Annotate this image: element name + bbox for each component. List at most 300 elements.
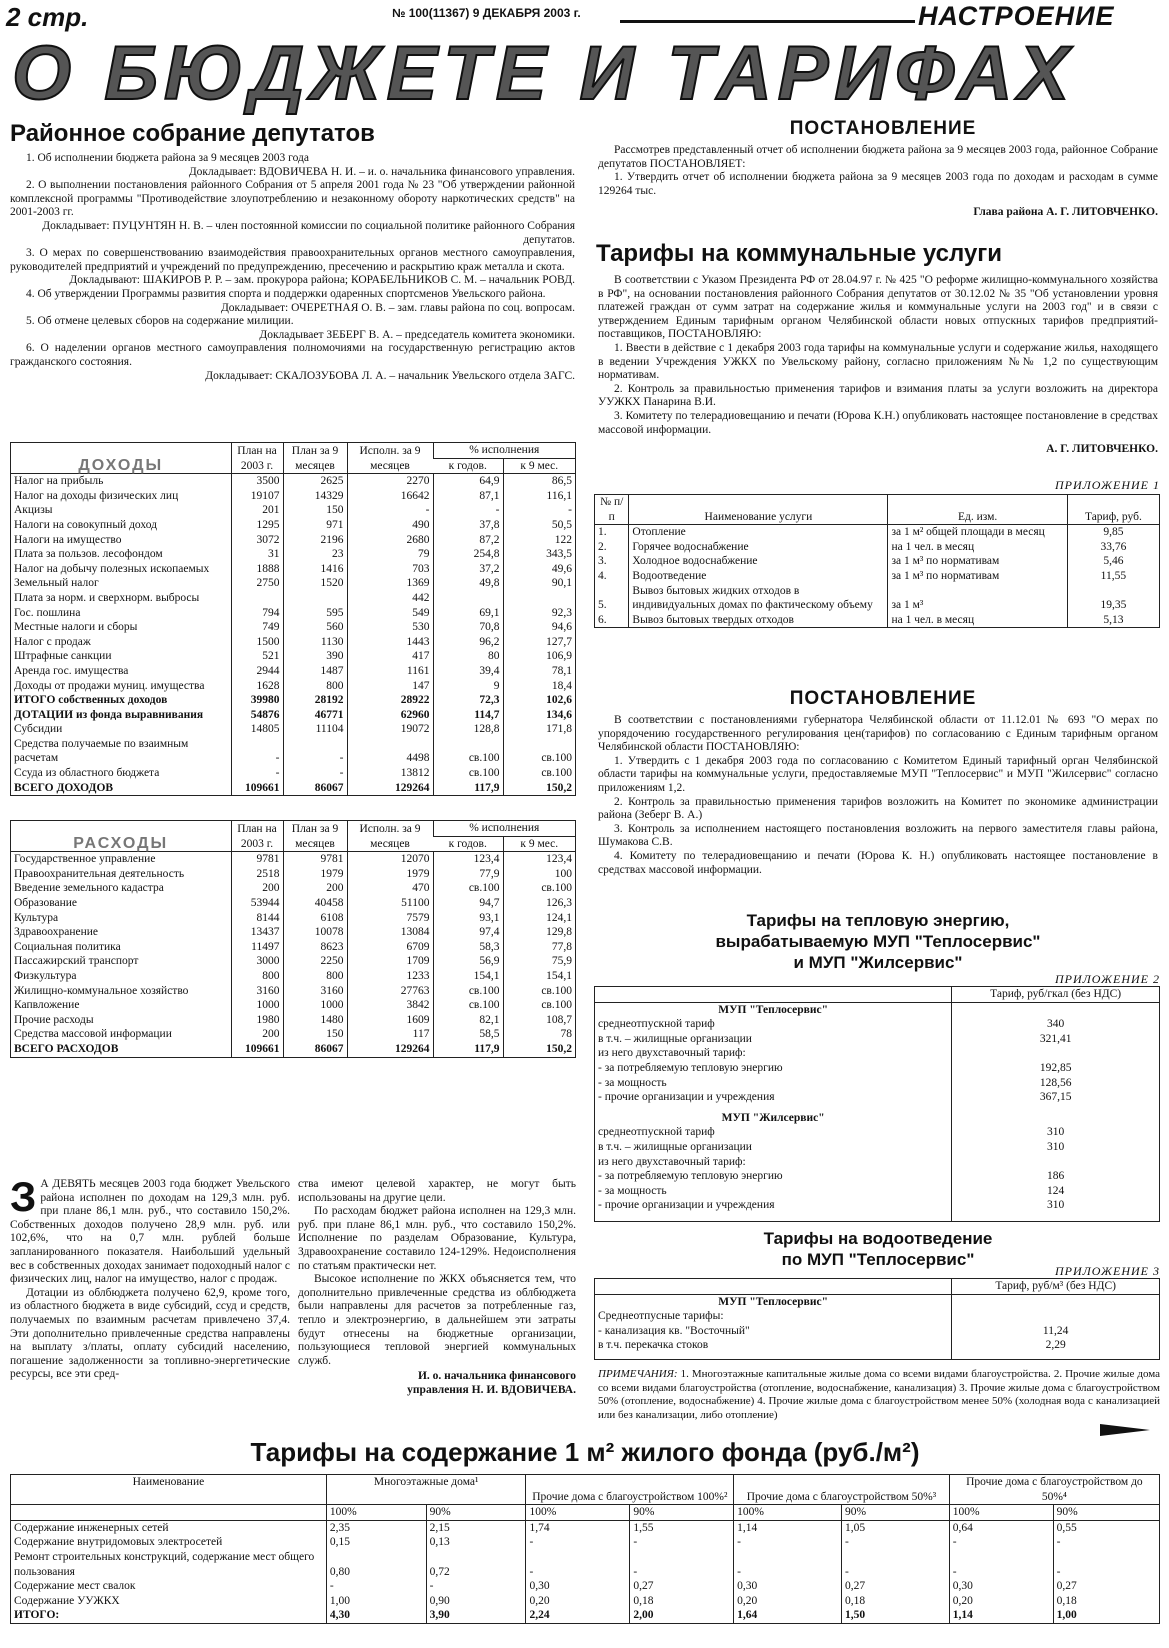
cell-value: 1233 [347, 969, 433, 984]
cell-value: 50,5 [503, 518, 575, 533]
cell-value: - [1053, 1535, 1159, 1550]
row-label: Налоги на совокупный доход [14, 518, 157, 531]
cell-value: 0,20 [526, 1594, 630, 1609]
cell-value: 6709 [347, 940, 433, 955]
cell-value: 310 [952, 1125, 1159, 1140]
cell-value: 147 [347, 679, 433, 694]
cell-value: 2625 [283, 474, 347, 489]
cell-value: 5,46 [1067, 554, 1159, 569]
table-row [11, 620, 575, 635]
table-row [11, 998, 575, 1013]
row-label: 3. [598, 555, 607, 568]
row-label: Доходы от продажи муниц. имущества [14, 679, 205, 692]
row-label: Содержание мест свалок [14, 1580, 136, 1593]
cell-value: 0,27 [841, 1579, 949, 1594]
cell-value: 1,00 [1053, 1608, 1159, 1623]
cell-value: за 1 м³ по нормативам [888, 554, 1067, 569]
col-header: к 9 мес. [503, 836, 575, 852]
cell-value: 51100 [347, 896, 433, 911]
cell-value: - [526, 1535, 630, 1550]
tarify-text [598, 274, 1158, 457]
cell-value: 28192 [283, 693, 347, 708]
cell-value: 128,56 [952, 1076, 1159, 1091]
teplo-unit: Тариф, руб/гкал (без НДС) [952, 987, 1159, 1002]
cell-value: 1,14 [949, 1608, 1053, 1623]
row-label: Налоги на имущество [14, 533, 122, 546]
article-paragraph: По расходам бюджет района исполнен на 129,3 млн. руб. при плане 86,1 млн. руб., что составило 150,2%. Исполнение по разделам Образование, Культура, Здравоохранение составило 124-129%. Недоисполнения по статьям практически нет. [298, 1205, 576, 1272]
row-label: Плата за пользов. лесофондом [14, 548, 163, 561]
cell-value [952, 1046, 1159, 1061]
cell-value: 150 [283, 503, 347, 518]
row-label: Содержание внутридомовых электросетей [14, 1536, 223, 1549]
col-header: План за 9 месяцев [283, 443, 347, 474]
cell-value: 19072 [347, 722, 433, 737]
cell-value: за 1 м² общей площади в месяц [888, 525, 1067, 540]
cell-value: 78,1 [503, 664, 575, 679]
table-row [595, 1309, 1159, 1324]
cell-value: 0,27 [1053, 1579, 1159, 1594]
teplo-title-line: и МУП "Жилсервис" [793, 953, 963, 972]
cell-value: 128,8 [433, 722, 503, 737]
row-label: 5. [598, 599, 607, 612]
cell-value: 201 [231, 503, 283, 518]
agenda-speaker: Докладывает: ПУЦУНТЯН Н. В. – член постоянной комиссии по социальной политике районного Собрания депутатов. [42, 219, 575, 246]
cell-value: 0,55 [1053, 1520, 1159, 1535]
row-label: Аренда гос. имущества [14, 664, 129, 677]
row-label: Физкультура [14, 969, 77, 982]
cell-value: 0,72 [426, 1550, 526, 1579]
cell-value: 150,2 [503, 1042, 575, 1057]
cell-value: 1628 [231, 679, 283, 694]
table-row [11, 766, 575, 781]
table-row [11, 562, 575, 577]
cell-value: 90,1 [503, 576, 575, 591]
row-label: Правоохранительная деятельность [14, 867, 185, 880]
cell-value: 122 [503, 533, 575, 548]
fond-group-header: Прочие дома с благоустройством 50%³ [734, 1475, 950, 1505]
cell-value: 54876 [231, 708, 283, 723]
cell-value: 87,2 [433, 533, 503, 548]
cell-value: 127,7 [503, 635, 575, 650]
post2-title: ПОСТАНОВЛЕНИЕ [789, 688, 977, 709]
cell-value: Холодное водоснабжение [629, 554, 888, 569]
cell-value: 96,2 [433, 635, 503, 650]
row-label: Ремонт строительных конструкций, содержание мест общего пользования [14, 1550, 315, 1578]
table-row [11, 708, 575, 723]
cell-value: - [231, 737, 283, 766]
cell-value: св.100 [503, 881, 575, 896]
cell-value: 367,15 [952, 1090, 1159, 1105]
row-label: Среднеотпусные тарифы: [598, 1310, 724, 1323]
cell-value: 150,2 [503, 781, 575, 796]
col-header: Ед. изм. [888, 495, 1067, 525]
cell-value: 490 [347, 518, 433, 533]
row-label: среднеотпускной тариф [598, 1126, 715, 1139]
cell-value: - [283, 737, 347, 766]
table-row [595, 525, 1159, 540]
cell-value: - [347, 503, 433, 518]
cell-value: 77,8 [503, 940, 575, 955]
cell-value: 3160 [231, 984, 283, 999]
post1-paragraph: 1. Утвердить отчет об исполнении бюджета района за 9 месяцев 2003 года по доходам и расходам в сумме 129264 тыс. [598, 171, 1158, 197]
cell-value: 150 [283, 1027, 347, 1042]
row-label: из него двухставочный тариф: [598, 1155, 746, 1168]
vodo-group: МУП "Теплосервис" [718, 1295, 828, 1308]
cell-value: 8144 [231, 911, 283, 926]
row-label: Земельный налог [14, 577, 99, 590]
cell-value: - [231, 766, 283, 781]
table-row [11, 489, 575, 504]
row-label: ИТОГО собственных доходов [14, 694, 168, 707]
cell-value: 13812 [347, 766, 433, 781]
cell-value: св.100 [433, 881, 503, 896]
cell-value: 109661 [231, 1042, 283, 1057]
teplo-title-line: вырабатываемую МУП "Теплосервис" [715, 932, 1041, 951]
cell-value: - [1053, 1550, 1159, 1579]
cell-value: 100 [503, 867, 575, 882]
cell-value: 12070 [347, 852, 433, 867]
cell-value: 1979 [283, 867, 347, 882]
row-label: Социальная политика [14, 940, 121, 953]
dohody-header: ДОХОДЫ [78, 456, 164, 474]
cell-value: 129264 [347, 781, 433, 796]
row-label: Введение земельного кадастра [14, 882, 164, 895]
cell-value: св.100 [433, 737, 503, 766]
cell-value: 129264 [347, 1042, 433, 1057]
row-label: - прочие организации и учреждения [598, 1199, 775, 1212]
cell-value: 3160 [283, 984, 347, 999]
cell-value: 58,5 [433, 1027, 503, 1042]
row-label: Средства массовой информации [14, 1028, 172, 1041]
cell-value: 78 [503, 1027, 575, 1042]
table-row [595, 1032, 1159, 1047]
row-label: 2. [598, 540, 607, 553]
table-row [595, 1198, 1159, 1213]
tarify-paragraph: В соответствии с Указом Президента РФ от 28.04.97 г. № 425 "О реформе жилищно-коммунального хозяйства в РФ", на основании постановления районного Собрания депутатов от 30.12.02 № 35 "Об установлении уровня платежей граждан от сумм затрат на содержание жилья и коммунальные услуги на 2003 год" и в связи с утверждением Единым тарифным органом Челябинской области новых отпускных тарифов предприятий-поставщиков, ПОСТАНОВЛЯЮ: [598, 274, 1158, 341]
fond-sub-header: 90% [1053, 1505, 1159, 1521]
cell-value: 82,1 [433, 1013, 503, 1028]
cell-value: 2250 [283, 954, 347, 969]
notes-text: 1. Многоэтажные капитальные жилые дома со всеми видами благоустройства. 2. Прочие жилые дома со всеми видами благоустройства (отопление, водоснабжение, канализация) 3. Прочие жилые дома с благоустройством 50% (отопление, водоснабжение) 4. Прочие жилые дома с благоустройством менее 50% (холодная вода с канализацией или без канализации, либо отопление) [598, 1368, 1161, 1421]
cell-value: 1000 [231, 998, 283, 1013]
cell-value: Вывоз бытовых твердых отходов [629, 613, 888, 628]
cell-value: 521 [231, 649, 283, 664]
cell-value: 86067 [283, 1042, 347, 1057]
col-header: План за 9 месяцев [283, 821, 347, 852]
cell-value: 0,30 [949, 1579, 1053, 1594]
cell-value: 114,7 [433, 708, 503, 723]
sobranie-agenda [10, 152, 575, 383]
cell-value: св.100 [433, 984, 503, 999]
table-row [595, 613, 1159, 628]
table-row [595, 1169, 1159, 1184]
cell-value [231, 591, 283, 606]
row-label: Гос. пошлина [14, 606, 81, 619]
cell-value: 2,00 [630, 1608, 734, 1623]
cell-value: Вывоз бытовых жидких отходов в индивидуальных домах по фактическому объему [629, 584, 888, 613]
table-row [595, 584, 1159, 613]
rashody-header: РАСХОДЫ [73, 834, 169, 852]
table-row [595, 1338, 1159, 1353]
cell-value: 102,6 [503, 693, 575, 708]
cell-value: 0,18 [1053, 1594, 1159, 1609]
cell-value: 0,30 [526, 1579, 630, 1594]
cell-value: 18,4 [503, 679, 575, 694]
cell-value: 310 [952, 1140, 1159, 1155]
row-label: Субсидии [14, 723, 63, 736]
cell-value: 417 [347, 649, 433, 664]
table-row [11, 852, 575, 867]
cell-value: 5,13 [1067, 613, 1159, 628]
table-row [11, 474, 575, 489]
post2-paragraph: 3. Контроль за исполнением настоящего постановления возложить на первого заместителя главы района, Шумакова С.В. [598, 822, 1158, 849]
table-row [595, 1324, 1159, 1339]
cell-value: св.100 [503, 737, 575, 766]
cell-value: 3,90 [426, 1608, 526, 1623]
cell-value: 1161 [347, 664, 433, 679]
fond-sub-header: 100% [949, 1505, 1053, 1521]
cell-value: Отопление [629, 525, 888, 540]
table-row [11, 867, 575, 882]
issue-line: № 100(11367) 9 ДЕКАБРЯ 2003 г. [392, 6, 581, 20]
table-row [595, 569, 1159, 584]
cell-value: Горячее водоснабжение [629, 540, 888, 555]
cell-value: - [841, 1535, 949, 1550]
fond-col-header: Наименование [132, 1476, 205, 1488]
arrow-icon [1100, 1424, 1150, 1436]
cell-value: 703 [347, 562, 433, 577]
cell-value: 80 [433, 649, 503, 664]
table-row [11, 969, 575, 984]
cell-value: 53944 [231, 896, 283, 911]
section-title: НАСТРОЕНИЕ [918, 1, 1115, 31]
cell-value: 79 [347, 547, 433, 562]
col-header: План на 2003 г. [231, 443, 283, 474]
vodo-unit: Тариф, руб/м³ (без НДС) [952, 1279, 1159, 1294]
cell-value: 69,1 [433, 606, 503, 621]
cell-value: - [949, 1550, 1053, 1579]
cell-value: 1000 [283, 998, 347, 1013]
cell-value: 8623 [283, 940, 347, 955]
row-label: Содержание УУЖКХ [14, 1594, 120, 1607]
cell-value: 1416 [283, 562, 347, 577]
cell-value: 0,80 [326, 1550, 426, 1579]
tarify-paragraph: 1. Ввести в действие с 1 декабря 2003 года тарифы на коммунальные услуги и содержание жилья, находящего в ведении Учреждения УЖКХ по Увельскому району, согласно приложениям №№ 1,2 по существующим нормативам. [598, 341, 1158, 382]
row-label: ИТОГО: [14, 1609, 60, 1622]
row-label: Налог на доходы физических лиц [14, 489, 179, 502]
cell-value: 97,4 [433, 925, 503, 940]
col-header: к годов. [448, 459, 487, 472]
cell-value: 254,8 [433, 547, 503, 562]
cell-value: 31 [231, 547, 283, 562]
fond-sub-header: 100% [526, 1505, 630, 1521]
table-row [11, 533, 575, 548]
cell-value: 1,55 [630, 1520, 734, 1535]
cell-value: 971 [283, 518, 347, 533]
cell-value: 1295 [231, 518, 283, 533]
agenda-item: 2. О выполнении постановления районного Собрания от 5 апреля 2001 года № 23 "Об утверждении районной комплексной программы "Противодействие злоупотреблению и незаконному обороту наркотических средств" на 2001-2003 гг. [10, 179, 575, 219]
table-row [11, 881, 575, 896]
cell-value: 19107 [231, 489, 283, 504]
cell-value: 154,1 [503, 969, 575, 984]
cell-value: 1,64 [734, 1608, 842, 1623]
cell-value: 117,9 [433, 781, 503, 796]
cell-value: 3500 [231, 474, 283, 489]
table-row [595, 1184, 1159, 1199]
row-label: - за мощность [598, 1184, 667, 1197]
post2-paragraph: 4. Комитету по телерадиовещанию и печати (Юрова К. Н.) опубликовать настоящее постановление в средствах массовой информации. [598, 849, 1158, 876]
cell-value: 0,27 [630, 1579, 734, 1594]
post2-paragraph: 1. Утвердить с 1 декабря 2003 года по согласованию с Комитетом Единый тарифный орган Челябинской области тарифы на коммунальные услуги, предоставляемые МУП "Теплосервис" и МУП "Жилсервис" согласно приложениям 1,2. [598, 754, 1158, 794]
cell-value: 116,1 [503, 489, 575, 504]
cell-value: 109661 [231, 781, 283, 796]
article-paragraph: Высокое исполнение по ЖКХ объясняется тем, что дополнительно привлеченные средства из облбюджета были направлены для расчетов за потребленные газ, тепло и электроэнергию, в дальнейшем эти затраты будут отнесены на бюджетные организации, пользующиеся тепловой энергией коммунальных служб. [298, 1273, 576, 1367]
cell-value: 75,9 [503, 954, 575, 969]
table-row [11, 1550, 1159, 1579]
row-label: Налог с продаж [14, 635, 91, 648]
cell-value: 442 [347, 591, 433, 606]
cell-value: 28922 [347, 693, 433, 708]
cell-value: 1609 [347, 1013, 433, 1028]
cell-value: 129,8 [503, 925, 575, 940]
row-label: из него двухставочный тариф: [598, 1047, 746, 1060]
cell-value: 2944 [231, 664, 283, 679]
cell-value: 794 [231, 606, 283, 621]
cell-value: - [734, 1535, 842, 1550]
cell-value: - [283, 766, 347, 781]
cell-value: 27763 [347, 984, 433, 999]
cell-value: 11,24 [952, 1324, 1159, 1339]
cell-value: 2,29 [952, 1338, 1159, 1353]
row-label: 4. [598, 569, 607, 582]
row-label: Образование [14, 896, 78, 909]
fond-group-header: Прочие дома с благоустройством 100%² [526, 1475, 734, 1505]
cell-value: 106,9 [503, 649, 575, 664]
fond-sub-header: 90% [426, 1505, 526, 1521]
table-row [595, 540, 1159, 555]
cell-value: 186 [952, 1169, 1159, 1184]
vodo-table [594, 1278, 1160, 1360]
table-row [595, 1140, 1159, 1155]
article-signature: управления Н. И. ВДОВИЧЕВА. [407, 1383, 576, 1396]
cell-value: 123,4 [433, 852, 503, 867]
teplo-table [594, 986, 1160, 1222]
cell-value: 390 [283, 649, 347, 664]
cell-value: за 1 м³ по нормативам [888, 569, 1067, 584]
cell-value: 62960 [347, 708, 433, 723]
fond-table [10, 1474, 1160, 1624]
row-label: Пассажирский транспорт [14, 955, 139, 968]
row-label: Культура [14, 911, 59, 924]
agenda-speaker: Докладывают: ШАКИРОВ Р. Р. – зам. прокурора района; КОРАБЕЛЬНИКОВ С. М. – начальник РОВД. [69, 274, 575, 287]
cell-value: 4498 [347, 737, 433, 766]
cell-value: 321,41 [952, 1032, 1159, 1047]
agenda-item: 1. Об исполнении бюджета района за 9 месяцев 2003 года [26, 152, 309, 164]
row-label: Штрафные санкции [14, 650, 112, 663]
fond-group-header: Прочие дома с благоустройством до 50%⁴ [949, 1475, 1159, 1505]
cell-value [952, 1309, 1159, 1324]
table-row [11, 737, 575, 766]
row-label: Налог на прибыль [14, 475, 104, 488]
cell-value: 1888 [231, 562, 283, 577]
cell-value: 19,35 [1067, 584, 1159, 613]
cell-value: 0,30 [734, 1579, 842, 1594]
post1-title: ПОСТАНОВЛЕНИЕ [789, 118, 977, 139]
table-row [11, 722, 575, 737]
article-col1 [10, 1173, 290, 1382]
cell-value [952, 1155, 1159, 1170]
cell-value: 11104 [283, 722, 347, 737]
cell-value: 1487 [283, 664, 347, 679]
article-paragraph: Дотации из облбюджета получено 62,9, кроме того, из областного бюджета в виде субсидий, ссуд и средств, получаемых по взаимным расчетам привлечено 37,4. Эти дополнительно привлеченные средства направлены на выплату з/платы, оплату субсидий населению, погашение задолженности за топливно-энергетические ресурсы, все эти сред- [10, 1286, 290, 1381]
cell-value: 154,1 [433, 969, 503, 984]
table-row [595, 1061, 1159, 1076]
col-header: Исполн. за 9 месяцев [347, 821, 433, 852]
cell-value: 2750 [231, 576, 283, 591]
fond-sub-header: 100% [734, 1505, 842, 1521]
row-label: ВСЕГО ДОХОДОВ [14, 781, 114, 794]
row-label: Капвложение [14, 999, 80, 1012]
tarify-paragraph: 2. Контроль за правильностью применения тарифов и взимания платы за услуги возложить на директора УУЖКХ Панарина В.И. [598, 382, 1158, 409]
cell-value: 123,4 [503, 852, 575, 867]
agenda-speaker: Докладывает: ВДОВИЧЕВА Н. И. – и. о. начальника финансового управления. [188, 165, 575, 178]
table-row [11, 1520, 1159, 1535]
col-header: № п/п [600, 496, 624, 523]
row-label: в т.ч. перекачка стоков [598, 1339, 709, 1352]
row-label: - прочие организации и учреждения [598, 1091, 775, 1104]
cell-value: 11497 [231, 940, 283, 955]
cell-value: 40458 [283, 896, 347, 911]
cell-value: 560 [283, 620, 347, 635]
cell-value: - [433, 503, 503, 518]
table-row [11, 649, 575, 664]
table-row [11, 954, 575, 969]
table-row [595, 1125, 1159, 1140]
table-row [11, 1027, 575, 1042]
col-header: Наименование услуги [629, 495, 888, 525]
cell-value: - [630, 1550, 734, 1579]
row-label: Средства получаемые по взаимным расчетам [14, 737, 189, 765]
row-label: Жилищно-коммунальное хозяйство [14, 984, 189, 997]
cell-value: 343,5 [503, 547, 575, 562]
cell-value: 1709 [347, 954, 433, 969]
cell-value: 800 [283, 969, 347, 984]
row-label: Прочие расходы [14, 1013, 94, 1026]
cell-value: 0,20 [949, 1594, 1053, 1609]
cell-value: - [949, 1535, 1053, 1550]
tarify-title: Тарифы на коммунальные услуги [596, 240, 1003, 267]
row-label: в т.ч. – жилищные организации [598, 1140, 752, 1153]
row-label: ВСЕГО РАСХОДОВ [14, 1042, 119, 1055]
cell-value: - [526, 1550, 630, 1579]
col-header: к 9 мес. [503, 458, 575, 474]
sobranie-title: Районное собрание депутатов [10, 120, 375, 147]
row-label: Акцизы [14, 504, 53, 517]
article-paragraph: ства имеют целевой характер, не могут быть использованы на другие цели. [298, 1178, 576, 1204]
table-row [11, 679, 575, 694]
col-header: Исполн. за 9 месяцев [347, 443, 433, 474]
cell-value: 9 [433, 679, 503, 694]
col-header: % исполнения [433, 821, 575, 836]
cell-value: 2,35 [326, 1520, 426, 1535]
cell-value: 0,64 [949, 1520, 1053, 1535]
cell-value: 134,6 [503, 708, 575, 723]
cell-value: 92,3 [503, 606, 575, 621]
cell-value: 192,85 [952, 1061, 1159, 1076]
teplo-title-line: Тарифы на тепловую энергию, [746, 911, 1010, 930]
cell-value: 14805 [231, 722, 283, 737]
cell-value: 800 [231, 969, 283, 984]
